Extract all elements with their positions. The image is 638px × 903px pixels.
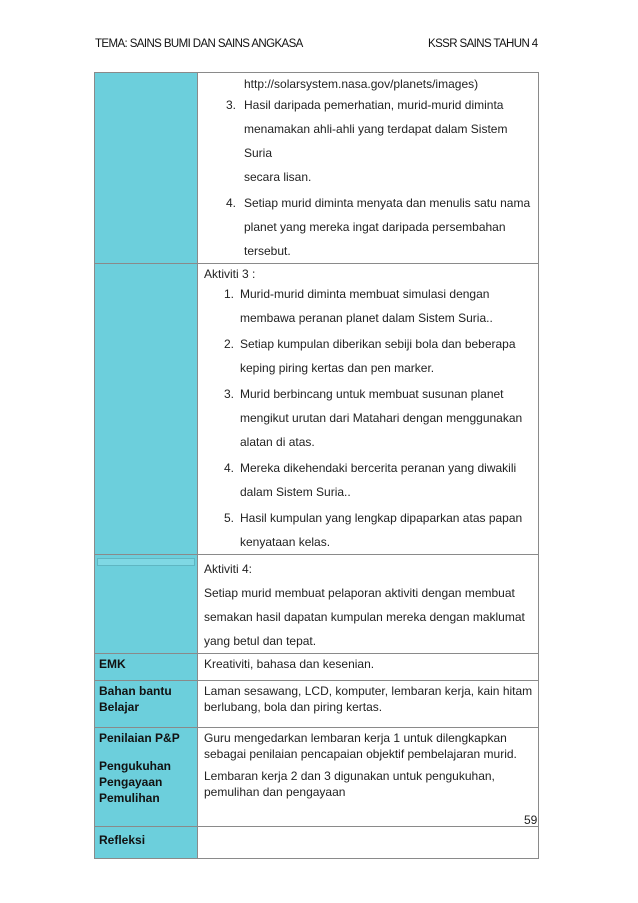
- item-line: Murid-murid diminta membuat simulasi dengan: [240, 287, 490, 301]
- text-line: sebagai penilaian pencapaian objektif pembelajaran murid.: [204, 747, 517, 761]
- text-line: pemulihan dan pengayaan: [204, 785, 346, 799]
- list-item: [204, 93, 534, 189]
- item-line: menamakan ahli-ahli yang terdapat dalam Sistem Suria: [244, 122, 508, 160]
- penilaian-text: [198, 728, 539, 827]
- item-number: 3.: [226, 98, 237, 112]
- list-item: [204, 282, 534, 330]
- list-item: [204, 332, 534, 380]
- item-line: Murid berbincang untuk membuat susunan planet: [240, 387, 504, 401]
- aktiviti-3-cell: [198, 264, 539, 555]
- label-line: Pengayaan: [99, 775, 163, 789]
- aktiviti-3-list: [204, 282, 534, 554]
- item-number: 4.: [224, 461, 235, 475]
- emk-text: Kreativiti, bahasa dan kesenian.: [198, 654, 539, 681]
- aktiviti-4-line: yang betul dan tepat.: [204, 634, 317, 648]
- continued-steps-cell: [198, 73, 539, 264]
- emk-label: EMK: [95, 654, 198, 681]
- cell-marker: [97, 558, 195, 566]
- item-line: secara lisan.: [244, 170, 312, 184]
- item-line: alatan di atas.: [240, 435, 315, 449]
- row-emk: [95, 654, 539, 681]
- aktiviti-4-title: Aktiviti 4:: [204, 562, 253, 576]
- refleksi-text: [198, 827, 539, 859]
- item-line: mengikut urutan dari Matahari dengan menggunakan: [240, 411, 523, 425]
- item-number: 2.: [224, 337, 235, 351]
- aktiviti-4-line: Setiap murid membuat pelaporan aktiviti dengan membuat: [204, 586, 515, 600]
- aktiviti-4-cell: [198, 555, 539, 654]
- label-line: Penilaian P&P: [99, 731, 180, 745]
- label-cell-empty: [95, 264, 198, 555]
- bahan-text: [198, 681, 539, 728]
- header-course: KSSR SAINS TAHUN 4: [428, 38, 538, 50]
- list-item: [204, 382, 534, 454]
- item-line: Hasil daripada pemerhatian, murid-murid diminta: [244, 98, 504, 112]
- label-line: Pemulihan: [99, 791, 160, 805]
- item-line: dalam Sistem Suria..: [240, 485, 351, 499]
- row-penilaian: [95, 728, 539, 827]
- refleksi-label: Refleksi: [95, 827, 198, 859]
- header-theme: TEMA: SAINS BUMI DAN SAINS ANGKASA: [95, 38, 303, 50]
- label-cell-empty: [95, 555, 198, 654]
- label-cell-empty: [95, 73, 198, 264]
- label-line: Pengukuhan: [99, 759, 172, 773]
- row-aktiviti-4: [95, 555, 539, 654]
- item-line: planet yang mereka ingat daripada persembahan: [244, 220, 506, 234]
- text-line: berlubang, bola dan piring kertas.: [204, 700, 383, 714]
- bahan-label: [95, 681, 198, 728]
- lesson-plan-table: [94, 72, 539, 859]
- row-aktiviti-3: [95, 264, 539, 555]
- item-line: Setiap murid diminta menyata dan menulis satu nama: [244, 196, 531, 210]
- reference-url: http://solarsystem.nasa.gov/planets/images): [244, 77, 479, 91]
- list-item: [204, 506, 534, 554]
- item-line: Setiap kumpulan diberikan sebiji bola dan beberapa: [240, 337, 516, 351]
- item-number: 3.: [224, 387, 235, 401]
- list-item: [204, 191, 534, 263]
- aktiviti-3-title: Aktiviti 3 :: [204, 267, 256, 281]
- item-number: 1.: [224, 287, 235, 301]
- continued-list: [204, 93, 534, 263]
- aktiviti-4-line: semakan hasil dapatan kumpulan mereka dengan maklumat: [204, 610, 525, 624]
- item-line: kenyataan kelas.: [240, 535, 331, 549]
- item-line: Hasil kumpulan yang lengkap dipaparkan atas papan: [240, 511, 523, 525]
- text-line: Laman sesawang, LCD, komputer, lembaran kerja, kain hitam: [204, 684, 533, 698]
- text-line: Guru mengedarkan lembaran kerja 1 untuk dilengkapkan: [204, 731, 507, 745]
- row-continued: [95, 73, 539, 264]
- label-line: Belajar: [99, 700, 140, 714]
- item-line: membawa peranan planet dalam Sistem Suria..: [240, 311, 493, 325]
- item-line: keping piring kertas dan pen marker.: [240, 361, 435, 375]
- penilaian-label: [95, 728, 198, 827]
- row-bahan: [95, 681, 539, 728]
- label-line: Bahan bantu: [99, 684, 172, 698]
- item-line: Mereka dikehendaki bercerita peranan yang diwakili: [240, 461, 517, 475]
- page-number: 59: [524, 813, 538, 827]
- row-refleksi: [95, 827, 539, 859]
- text-line: Lembaran kerja 2 dan 3 digunakan untuk pengukuhan,: [204, 769, 495, 783]
- list-item: [204, 456, 534, 504]
- item-number: 4.: [226, 196, 237, 210]
- item-number: 5.: [224, 511, 235, 525]
- item-line: tersebut.: [244, 244, 291, 258]
